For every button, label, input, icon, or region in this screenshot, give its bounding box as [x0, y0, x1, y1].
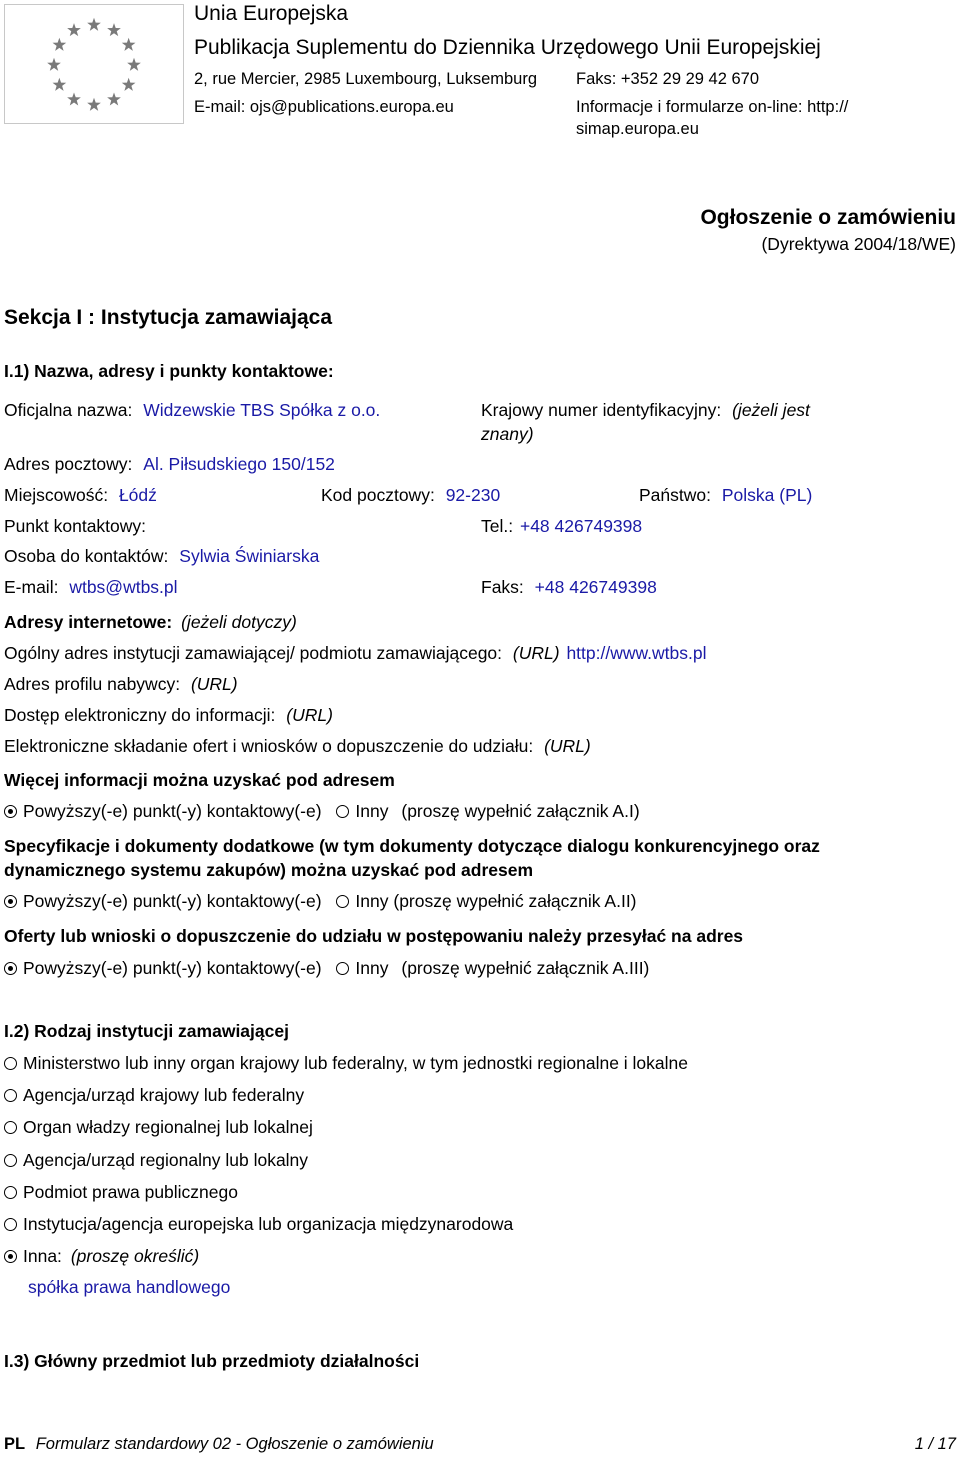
- sub-heading-3: I.3) Główny przedmiot lub przedmioty działalności: [4, 1351, 420, 1371]
- fax-value: +48 426749398: [534, 577, 657, 597]
- email-label: E-mail:: [4, 577, 59, 597]
- specs-options: [4, 891, 637, 912]
- type-option-other: [4, 1246, 199, 1267]
- type-option: [4, 1053, 688, 1074]
- footer-lang: PL: [4, 1435, 26, 1453]
- more-info-heading: Więcej informacji można uzyskać pod adresem: [4, 770, 395, 790]
- specs-option-1: Powyższy(-e) punkt(-y) kontaktowy(-e): [23, 891, 322, 911]
- electronic-access-row: [4, 705, 333, 726]
- radio-unchecked-icon[interactable]: [4, 1218, 17, 1231]
- eu-star-icon: [87, 18, 101, 31]
- type-option-label: Ministerstwo lub inny organ krajowy lub federalny, w tym jednostki regionalne i lokalne: [23, 1053, 688, 1073]
- general-url-tag: (URL): [512, 643, 560, 663]
- tel-row: [481, 516, 642, 537]
- general-url-row: [4, 643, 707, 664]
- radio-unchecked-icon[interactable]: [4, 1057, 17, 1070]
- internet-note: (jeżeli dotyczy): [181, 612, 297, 632]
- radio-unchecked-icon[interactable]: [4, 1121, 17, 1134]
- person-row: [4, 546, 319, 567]
- electronic-access-label: Dostęp elektroniczny do informacji:: [4, 705, 276, 725]
- city-label: Miejscowość:: [4, 485, 109, 505]
- eu-star-icon: [127, 58, 141, 71]
- type-option-label: Instytucja/agencja europejska lub organizacja międzynarodowa: [23, 1214, 514, 1234]
- offers-options: [4, 958, 649, 979]
- more-info-option-2-note: (proszę wypełnić załącznik A.I): [401, 801, 640, 821]
- eu-star-icon: [53, 38, 67, 51]
- country-label: Państwo:: [639, 485, 711, 505]
- type-option: [4, 1214, 513, 1235]
- official-name-value: Widzewskie TBS Spółka z o.o.: [143, 400, 381, 420]
- address-value: Al. Piłsudskiego 150/152: [143, 454, 335, 474]
- person-label: Osoba do kontaktów:: [4, 546, 169, 566]
- eu-star-icon: [67, 92, 81, 105]
- country-value: Polska (PL): [721, 485, 813, 505]
- eu-star-icon: [122, 38, 136, 51]
- offers-option-2: Inny: [355, 958, 389, 978]
- address-row: [4, 454, 335, 475]
- header-org: Unia Europejska: [194, 2, 349, 25]
- notice-directive: (Dyrektywa 2004/18/WE): [761, 234, 956, 254]
- city-value: Łódź: [118, 485, 157, 505]
- radio-unchecked-icon[interactable]: [336, 895, 349, 908]
- nip-label: Krajowy numer identyfikacyjny:: [481, 400, 722, 420]
- specs-option-2: Inny (proszę wypełnić załącznik A.II): [355, 891, 637, 911]
- footer-page: 1 / 17: [914, 1435, 956, 1453]
- specs-heading-2: dynamicznego systemu zakupów) można uzyskać pod adresem: [4, 860, 534, 880]
- radio-checked-icon[interactable]: [4, 895, 17, 908]
- radio-unchecked-icon[interactable]: [4, 1186, 17, 1199]
- type-option: [4, 1117, 313, 1138]
- type-other-note: (proszę określić): [70, 1246, 200, 1266]
- radio-unchecked-icon[interactable]: [4, 1154, 17, 1167]
- offers-option-1: Powyższy(-e) punkt(-y) kontaktowy(-e): [23, 958, 322, 978]
- header-fax: Faks: +352 29 29 42 670: [576, 70, 760, 88]
- nip-note-2: znany): [481, 424, 534, 444]
- type-option-label: Agencja/urząd krajowy lub federalny: [23, 1085, 305, 1105]
- official-name-row: [4, 400, 380, 421]
- radio-unchecked-icon[interactable]: [4, 1089, 17, 1102]
- buyer-profile-url-tag: (URL): [190, 674, 238, 694]
- type-option-label: Agencja/urząd regionalny lub lokalny: [23, 1150, 309, 1170]
- fax-label: Faks:: [481, 577, 524, 597]
- buyer-profile-row: [4, 674, 238, 695]
- type-option: [4, 1085, 304, 1106]
- eu-star-icon: [107, 23, 121, 36]
- notice-title: Ogłoszenie o zamówieniu: [700, 206, 956, 229]
- more-info-option-1: Powyższy(-e) punkt(-y) kontaktowy(-e): [23, 801, 322, 821]
- address-label: Adres pocztowy:: [4, 454, 133, 474]
- eu-star-icon: [87, 98, 101, 111]
- contact-point-label: Punkt kontaktowy:: [4, 516, 147, 536]
- email-row: [4, 577, 178, 598]
- eu-star-icon: [53, 78, 67, 91]
- radio-unchecked-icon[interactable]: [336, 962, 349, 975]
- footer-form: Formularz standardowy 02 - Ogłoszenie o zamówieniu: [35, 1435, 434, 1453]
- specs-heading-1: Specyfikacje i dokumenty dodatkowe (w tym dokumenty dotyczące dialogu konkurencyjnego oraz: [4, 836, 820, 856]
- type-option-label: Podmiot prawa publicznego: [23, 1182, 238, 1202]
- type-option-label: Organ władzy regionalnej lub lokalnej: [23, 1117, 313, 1137]
- country-row: [639, 485, 812, 506]
- eu-stars-icon: [5, 5, 183, 123]
- general-url-label: Ogólny adres instytucji zamawiającej/ podmiotu zamawiającego:: [4, 643, 503, 663]
- more-info-options: [4, 801, 640, 822]
- header-email: E-mail: ojs@publications.europa.eu: [194, 98, 454, 116]
- header-online-1: Informacje i formularze on-line: http://: [576, 98, 849, 116]
- buyer-profile-label: Adres profilu nabywcy:: [4, 674, 181, 694]
- sub-heading-2: I.2) Rodzaj instytucji zamawiającej: [4, 1021, 289, 1041]
- more-info-option-2: Inny: [355, 801, 389, 821]
- postcode-value: 92-230: [445, 485, 501, 505]
- radio-checked-icon[interactable]: [4, 1250, 17, 1263]
- offers-option-2-note: (proszę wypełnić załącznik A.III): [401, 958, 650, 978]
- fax-row: [481, 577, 657, 598]
- eu-star-icon: [47, 58, 61, 71]
- section-title: Sekcja I : Instytucja zamawiająca: [4, 306, 333, 329]
- nip-row: [481, 400, 810, 421]
- official-name-label: Oficjalna nazwa:: [4, 400, 133, 420]
- general-url-value[interactable]: http://www.wtbs.pl: [566, 643, 707, 663]
- person-value: Sylwia Świniarska: [179, 546, 320, 566]
- header-publication: Publikacja Suplementu do Dziennika Urzędowego Unii Europejskiej: [194, 36, 821, 59]
- postcode-row: [321, 485, 500, 506]
- tel-value: +48 426749398: [519, 516, 643, 536]
- header-online-2: simap.europa.eu: [576, 120, 699, 138]
- offers-heading: Oferty lub wnioski o dopuszczenie do udziału w postępowaniu należy przesyłać na adres: [4, 926, 744, 946]
- email-value: wtbs@wtbs.pl: [69, 577, 178, 597]
- footer: [4, 1435, 956, 1454]
- nip-note-1: (jeżeli jest: [732, 400, 810, 420]
- header-address: 2, rue Mercier, 2985 Luxembourg, Luksemburg: [194, 70, 538, 88]
- eu-star-icon: [107, 92, 121, 105]
- type-other-value: spółka prawa handlowego: [28, 1277, 231, 1297]
- type-option: [4, 1182, 238, 1203]
- electronic-submission-label: Elektroniczne składanie ofert i wniosków o dopuszczenie do udziału:: [4, 736, 534, 756]
- city-row: [4, 485, 157, 506]
- type-option: [4, 1150, 308, 1171]
- radio-checked-icon[interactable]: [4, 805, 17, 818]
- electronic-access-url-tag: (URL): [286, 705, 333, 725]
- type-other-label: Inna:: [23, 1246, 62, 1266]
- eu-star-icon: [67, 23, 81, 36]
- eu-star-icon: [122, 78, 136, 91]
- radio-unchecked-icon[interactable]: [336, 805, 349, 818]
- sub-heading-1: I.1) Nazwa, adresy i punkty kontaktowe:: [4, 361, 334, 381]
- tel-label: Tel.:: [481, 516, 514, 536]
- radio-checked-icon[interactable]: [4, 962, 17, 975]
- internet-row: [4, 612, 297, 633]
- electronic-submission-row: [4, 736, 591, 757]
- internet-label: Adresy internetowe:: [4, 612, 173, 632]
- postcode-label: Kod pocztowy:: [321, 485, 435, 505]
- eu-flag-logo: [4, 4, 184, 124]
- electronic-submission-url-tag: (URL): [544, 736, 591, 756]
